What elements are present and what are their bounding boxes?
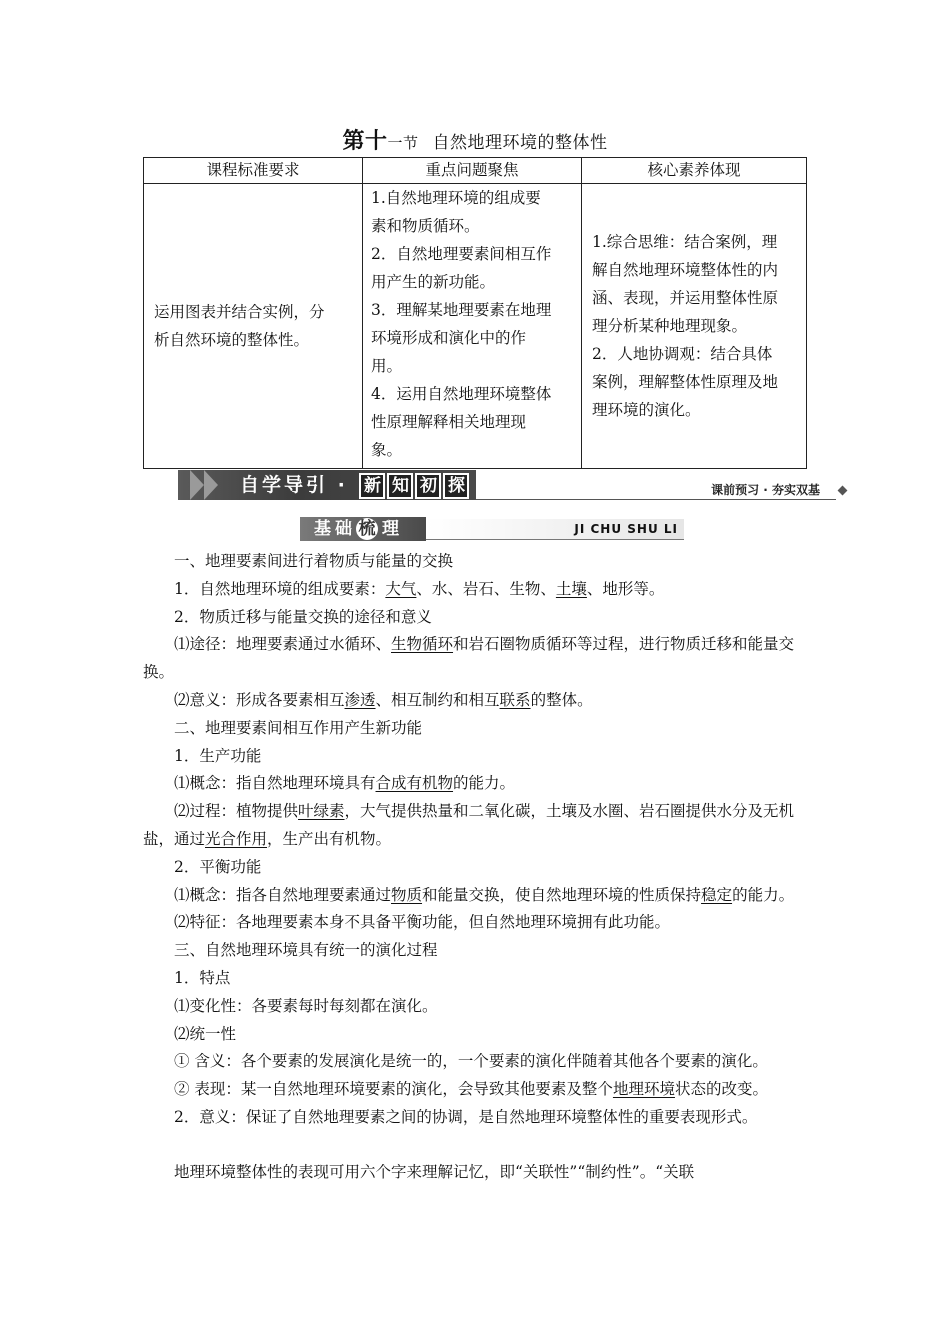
paragraph: ⑵统一性 xyxy=(174,1024,237,1043)
diamond-icon xyxy=(838,486,848,496)
banner-divider xyxy=(476,499,836,500)
cell-line: 1.综合思维：结合案例，理 xyxy=(592,233,778,251)
cell-line: 环境形成和演化中的作 xyxy=(371,329,527,347)
section-banner xyxy=(178,467,850,503)
paragraph: ⑴概念：指各自然地理要素通过物质和能量交换，使自然地理环境的性质保持稳定的能力。 xyxy=(174,885,795,904)
cell-line: 素和物质循环。 xyxy=(371,217,480,235)
sub-banner-circled-char: 梳 xyxy=(356,518,378,540)
banner-subtitle: 课前预习 · 夯实双基 xyxy=(711,483,820,497)
paragraph: ⑴变化性：各要素每时每刻都在演化。 xyxy=(174,996,438,1015)
underlined-answer: 光合作用 xyxy=(205,829,268,848)
cell-line: 3．理解某地理要素在地理 xyxy=(371,301,552,319)
paragraph: 1．特点 xyxy=(174,968,231,987)
underlined-answer: 生物循环 xyxy=(391,635,454,654)
section-suffix: 一节 xyxy=(387,134,419,152)
heading-2: 二、地理要素间相互作用产生新功能 xyxy=(174,718,423,737)
banner-boxed-char: 新 xyxy=(359,473,385,499)
sub-banner-title xyxy=(314,517,403,541)
banner-title xyxy=(240,472,469,499)
paragraph: 2．意义：保证了自然地理要素之间的协调，是自然地理环境整体性的重要表现形式。 xyxy=(174,1107,758,1126)
paragraph: 2．平衡功能 xyxy=(174,857,262,876)
cell-line: 用。 xyxy=(371,357,403,375)
tip-paragraph: 地理环境整体性的表现可用六个字来理解记忆，即“关联性”“制约性”。“关联 xyxy=(174,1162,695,1181)
underlined-answer: 渗透 xyxy=(344,690,376,709)
paragraph: ① 含义：各个要素的发展演化是统一的，一个要素的演化伴随着其他各个要素的演化。 xyxy=(174,1052,768,1071)
sub-banner-strip xyxy=(426,519,684,540)
table-header: 重点问题聚焦 xyxy=(363,158,582,184)
underlined-answer: 合成有机物 xyxy=(375,774,454,793)
section-name: 自然地理环境的整体性 xyxy=(432,133,608,153)
key-issues-cell xyxy=(363,184,582,469)
cell-line: 运用图表并结合实例，分 xyxy=(154,303,325,321)
chevron-right-icon xyxy=(190,470,204,500)
chevron-right-icon xyxy=(204,470,218,500)
cell-line: 用产生的新功能。 xyxy=(371,273,496,291)
paragraph: ② 表现：某一自然地理环境要素的演化，会导致其他要素及整个地理环境状态的改变。 xyxy=(174,1080,768,1099)
section-number: 第十 xyxy=(342,129,388,154)
course-standard-cell xyxy=(144,184,363,469)
table-header: 课程标准要求 xyxy=(144,158,363,184)
paragraph: ⑵特征：各地理要素本身不具备平衡功能，但自然地理环境拥有此功能。 xyxy=(174,913,671,932)
banner-boxed-char: 初 xyxy=(415,473,441,499)
paragraph: ⑵过程：植物提供叶绿素，大气提供热量和二氧化碳，土壤及水圈、岩石圈提供水分及无机盐，通过光合作用，生产出有机物。 xyxy=(143,802,795,848)
paragraph: ⑵意义：形成各要素相互渗透、相互制约和相互联系的整体。 xyxy=(174,690,593,709)
cell-line: 性原理解释相关地理现 xyxy=(371,413,527,431)
cell-line: 理环境的演化。 xyxy=(592,401,701,419)
cell-line: 案例，理解整体性原理及地 xyxy=(592,373,779,391)
core-literacy-cell xyxy=(582,184,807,469)
heading-3: 三、自然地理环境具有统一的演化过程 xyxy=(174,941,438,960)
page-title xyxy=(0,124,950,155)
sub-banner-text: 基础 xyxy=(314,519,356,539)
paragraph: 1．生产功能 xyxy=(174,746,262,765)
main-content xyxy=(143,548,809,1187)
heading-1: 一、地理要素间进行着物质与能量的交换 xyxy=(174,552,454,570)
paragraph: ⑴途径：地理要素通过水循环、生物循环和岩石圈物质循环等过程，进行物质迁移和能量交换。 xyxy=(143,635,795,682)
banner-boxed-char: 知 xyxy=(387,473,413,499)
underlined-answer: 联系 xyxy=(499,690,531,709)
underlined-answer: 土壤 xyxy=(555,579,587,598)
cell-line: 4．运用自然地理环境整体 xyxy=(371,385,552,403)
cell-line: 解自然地理环境整体性的内 xyxy=(592,261,779,279)
cell-line: 1.自然地理环境的组成要 xyxy=(371,189,541,207)
cell-line: 析自然环境的整体性。 xyxy=(154,331,310,349)
cell-line: 涵、表现，并运用整体性原 xyxy=(592,289,779,307)
underlined-answer: 地理环境 xyxy=(612,1080,675,1099)
paragraph: 2．物质迁移与能量交换的途径和意义 xyxy=(174,607,432,626)
table-header: 核心素养体现 xyxy=(582,158,807,184)
sub-banner-text: 理 xyxy=(382,519,403,539)
underlined-answer: 大气 xyxy=(385,579,417,598)
cell-line: 象。 xyxy=(371,441,403,459)
cell-line: 理分析某种地理现象。 xyxy=(592,317,748,335)
paragraph: 1．自然地理环境的组成要素：大气、水、岩石、生物、土壤、地形等。 xyxy=(174,579,665,598)
banner-boxed-char: 探 xyxy=(443,473,469,499)
underlined-answer: 物质 xyxy=(391,885,423,904)
underlined-answer: 叶绿素 xyxy=(298,802,345,821)
cell-line: 2．人地协调观：结合具体 xyxy=(592,345,773,363)
cell-line: 2．自然地理要素间相互作 xyxy=(371,245,552,263)
banner-left-text: 自学导引 · xyxy=(240,474,348,496)
standards-table xyxy=(143,157,807,469)
paragraph: ⑴概念：指自然地理环境具有合成有机物的能力。 xyxy=(174,774,516,793)
sub-banner-pinyin: JI CHU SHU LI xyxy=(574,522,678,536)
underlined-answer: 稳定 xyxy=(701,885,733,904)
sub-banner xyxy=(300,517,685,541)
